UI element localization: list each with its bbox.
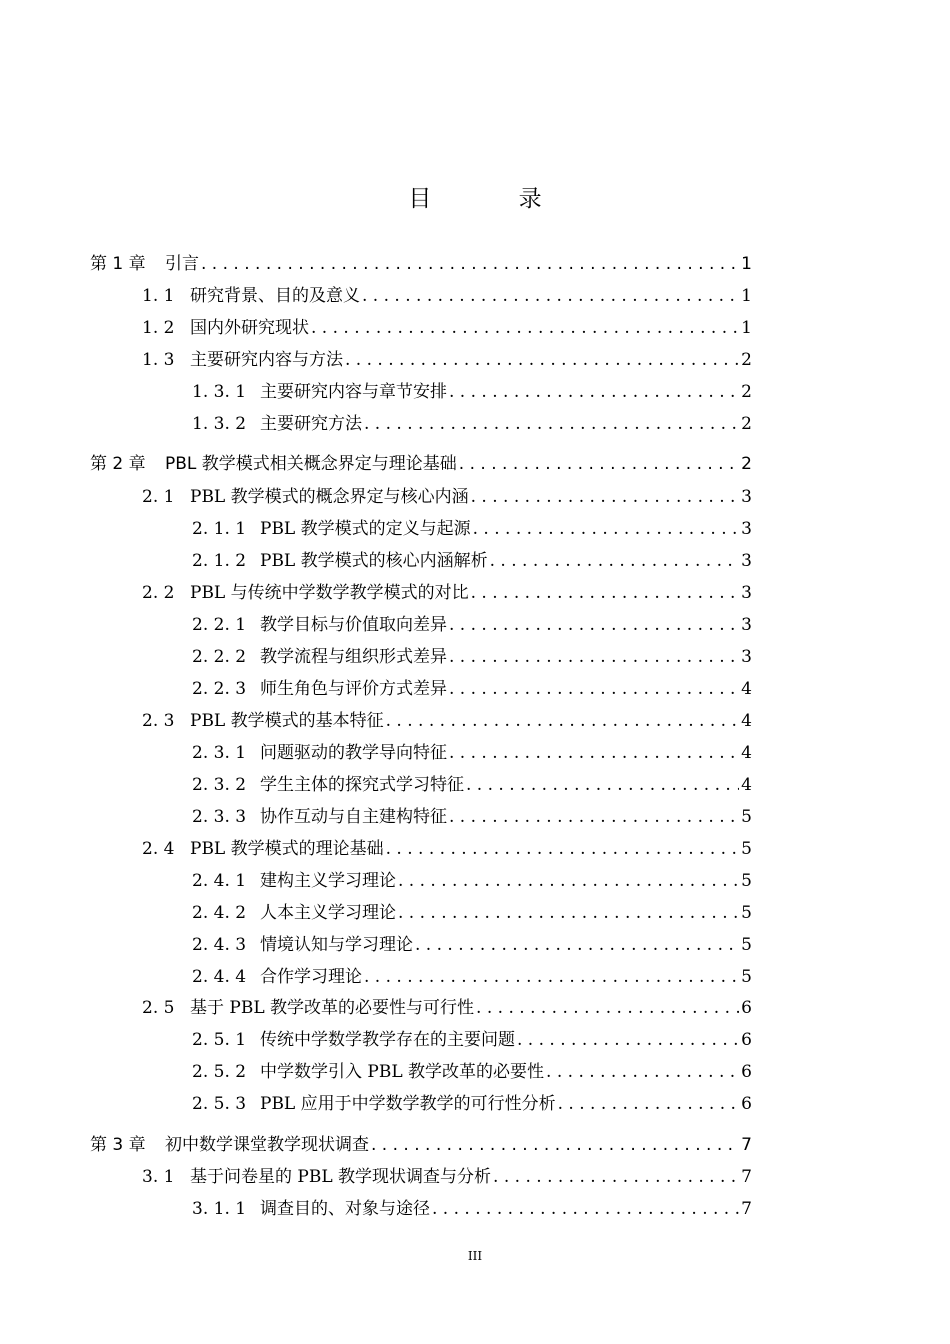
dot-leader bbox=[476, 998, 739, 1018]
toc-entry-title: 中学数学引入 PBL 教学改革的必要性 bbox=[260, 1062, 545, 1082]
toc-entry-number: 2. 3. 1 bbox=[192, 743, 247, 763]
toc-entry[interactable] bbox=[0, 578, 950, 602]
dot-leader bbox=[201, 254, 739, 274]
dot-leader bbox=[449, 743, 739, 763]
dot-leader bbox=[398, 871, 739, 891]
toc-entry-title: 教学流程与组织形式差异 bbox=[260, 647, 447, 667]
toc-entry[interactable] bbox=[0, 313, 950, 337]
toc-entry-title: 基于 PBL 教学改革的必要性与可行性 bbox=[190, 998, 475, 1018]
dot-leader bbox=[493, 1167, 739, 1187]
toc-entry-page: 5 bbox=[741, 807, 752, 827]
toc-entry-number: 2. 1 bbox=[142, 487, 175, 507]
toc-entry-page: 1 bbox=[741, 254, 752, 274]
toc-entry-number: 2. 4. 3 bbox=[192, 935, 247, 955]
toc-entry-page: 3 bbox=[741, 519, 752, 539]
toc-entry-title: PBL 与传统中学数学教学模式的对比 bbox=[190, 583, 469, 603]
toc-entry[interactable] bbox=[0, 642, 950, 666]
toc-entry[interactable] bbox=[0, 345, 950, 369]
toc-entry-number: 3. 1. 1 bbox=[192, 1199, 247, 1219]
toc-entry-page: 6 bbox=[741, 1062, 752, 1082]
dot-leader bbox=[449, 807, 739, 827]
toc-entry-title: 研究背景、目的及意义 bbox=[190, 286, 360, 306]
toc-entry[interactable] bbox=[0, 1162, 950, 1186]
toc-entry-page: 3 bbox=[741, 615, 752, 635]
dot-leader bbox=[449, 382, 739, 402]
toc-entry-page: 3 bbox=[741, 551, 752, 571]
toc-entry-title: PBL 教学模式相关概念界定与理论基础 bbox=[165, 454, 457, 474]
toc-entry[interactable] bbox=[0, 281, 950, 305]
toc-entry-page: 5 bbox=[741, 903, 752, 923]
toc-entry-title: 主要研究内容与章节安排 bbox=[260, 382, 447, 402]
toc-entry-title: 主要研究方法 bbox=[260, 414, 362, 434]
dot-leader bbox=[362, 286, 739, 306]
toc-entry-number: 2. 2. 3 bbox=[192, 679, 247, 699]
toc-entry-title: 传统中学数学教学存在的主要问题 bbox=[260, 1030, 515, 1050]
toc-entry-page: 4 bbox=[741, 711, 752, 731]
toc-entry[interactable] bbox=[0, 409, 950, 433]
toc-entry[interactable] bbox=[0, 866, 950, 890]
dot-leader bbox=[473, 519, 740, 539]
toc-entry-page: 7 bbox=[741, 1135, 752, 1155]
toc-entry-number: 第 3 章 bbox=[90, 1135, 146, 1155]
toc-entry-title: 师生角色与评价方式差异 bbox=[260, 679, 447, 699]
toc-entry-page: 2 bbox=[741, 454, 752, 474]
toc-entry-page: 5 bbox=[741, 871, 752, 891]
toc-entry-title: PBL 应用于中学数学教学的可行性分析 bbox=[260, 1094, 556, 1114]
toc-entry-number: 2. 1. 2 bbox=[192, 551, 247, 571]
toc-entry[interactable] bbox=[0, 993, 950, 1017]
toc-entry-number: 1. 1 bbox=[142, 286, 175, 306]
toc-entry-title: PBL 教学模式的定义与起源 bbox=[260, 519, 471, 539]
toc-entry-number: 1. 3. 2 bbox=[192, 414, 247, 434]
toc-entry[interactable] bbox=[0, 770, 950, 794]
toc-entry-title: 建构主义学习理论 bbox=[260, 871, 396, 891]
dot-leader bbox=[449, 679, 739, 699]
dot-leader bbox=[471, 487, 740, 507]
toc-entry-number: 2. 5. 3 bbox=[192, 1094, 247, 1114]
dot-leader bbox=[471, 583, 740, 603]
toc-entry[interactable] bbox=[0, 802, 950, 826]
toc-entry-number: 第 1 章 bbox=[90, 254, 146, 274]
toc-entry-page: 4 bbox=[741, 743, 752, 763]
toc-entry-title: 国内外研究现状 bbox=[190, 318, 309, 338]
toc-entry-page: 2 bbox=[741, 382, 752, 402]
toc-entry-number: 2. 3. 3 bbox=[192, 807, 247, 827]
dot-leader bbox=[449, 615, 739, 635]
dot-leader bbox=[311, 318, 739, 338]
dot-leader bbox=[466, 775, 739, 795]
toc-entry-number: 2. 3 bbox=[142, 711, 175, 731]
toc-entry-page: 7 bbox=[741, 1199, 752, 1219]
toc-entry-number: 2. 4. 1 bbox=[192, 871, 247, 891]
toc-entry-title: 合作学习理论 bbox=[260, 967, 362, 987]
toc-entry-page: 4 bbox=[741, 775, 752, 795]
toc-entry[interactable] bbox=[0, 706, 950, 730]
toc-entry-page: 5 bbox=[741, 839, 752, 859]
toc-entry-title: 初中数学课堂教学现状调查 bbox=[165, 1135, 369, 1155]
toc-entry[interactable] bbox=[0, 898, 950, 922]
toc-entry-title: 问题驱动的教学导向特征 bbox=[260, 743, 447, 763]
toc-entry[interactable] bbox=[0, 930, 950, 954]
toc-entry-page: 3 bbox=[741, 583, 752, 603]
toc-entry-title: PBL 教学模式的理论基础 bbox=[190, 839, 384, 859]
toc-entry-number: 3. 1 bbox=[142, 1167, 175, 1187]
toc-entry-title: 协作互动与自主建构特征 bbox=[260, 807, 447, 827]
toc-entry[interactable] bbox=[0, 610, 950, 634]
dot-leader bbox=[415, 935, 739, 955]
toc-entry-page: 2 bbox=[741, 414, 752, 434]
toc-entry-title: PBL 教学模式的核心内涵解析 bbox=[260, 551, 488, 571]
dot-leader bbox=[558, 1094, 740, 1114]
toc-entry-title: 引言 bbox=[165, 254, 199, 274]
toc-entry-number: 2. 1. 1 bbox=[192, 519, 247, 539]
toc-entry-number: 2. 2. 2 bbox=[192, 647, 247, 667]
dot-leader bbox=[371, 1135, 739, 1155]
page-number: III bbox=[467, 1249, 483, 1263]
dot-leader bbox=[459, 454, 739, 474]
toc-title: 目 录 bbox=[408, 186, 582, 212]
toc-entry-title: 调查目的、对象与途径 bbox=[260, 1199, 430, 1219]
toc-entry-title: 人本主义学习理论 bbox=[260, 903, 396, 923]
toc-entry-page: 6 bbox=[741, 998, 752, 1018]
toc-entry[interactable] bbox=[0, 514, 950, 538]
toc-entry-title: 学生主体的探究式学习特征 bbox=[260, 775, 464, 795]
toc-entry-page: 4 bbox=[741, 679, 752, 699]
toc-entry-page: 5 bbox=[741, 935, 752, 955]
toc-entry[interactable] bbox=[0, 738, 950, 762]
toc-entry-title: 情境认知与学习理论 bbox=[260, 935, 413, 955]
toc-entry-number: 2. 2. 1 bbox=[192, 615, 247, 635]
toc-entry-page: 7 bbox=[741, 1167, 752, 1187]
toc-entry-title: PBL 教学模式的基本特征 bbox=[190, 711, 384, 731]
toc-entry[interactable] bbox=[0, 674, 950, 698]
dot-leader bbox=[386, 711, 740, 731]
dot-leader bbox=[449, 647, 739, 667]
toc-entry-number: 2. 5 bbox=[142, 998, 175, 1018]
toc-entry-number: 1. 2 bbox=[142, 318, 175, 338]
toc-entry-number: 2. 5. 2 bbox=[192, 1062, 247, 1082]
toc-entry-number: 2. 4. 2 bbox=[192, 903, 247, 923]
dot-leader bbox=[364, 967, 739, 987]
dot-leader bbox=[386, 839, 740, 859]
toc-entry-page: 6 bbox=[741, 1094, 752, 1114]
toc-entry[interactable] bbox=[0, 1025, 950, 1049]
toc-entry[interactable] bbox=[0, 1089, 950, 1113]
dot-leader bbox=[364, 414, 739, 434]
toc-entry[interactable] bbox=[0, 449, 950, 473]
toc-entry-number: 第 2 章 bbox=[90, 454, 146, 474]
toc-entry-page: 2 bbox=[741, 350, 752, 370]
toc-entry[interactable] bbox=[0, 546, 950, 570]
toc-entry-page: 3 bbox=[741, 647, 752, 667]
toc-entry-page: 5 bbox=[741, 967, 752, 987]
dot-leader bbox=[546, 1062, 739, 1082]
toc-entry-title: 主要研究内容与方法 bbox=[190, 350, 343, 370]
toc-entry-number: 2. 4. 4 bbox=[192, 967, 247, 987]
dot-leader bbox=[490, 551, 740, 571]
toc-entry-number: 1. 3 bbox=[142, 350, 175, 370]
toc-entry-title: 基于问卷星的 PBL 教学现状调查与分析 bbox=[190, 1167, 492, 1187]
toc-entry[interactable] bbox=[0, 482, 950, 506]
toc-entry[interactable] bbox=[0, 1194, 950, 1218]
toc-entry[interactable] bbox=[0, 962, 950, 986]
toc-entry-title: 教学目标与价值取向差异 bbox=[260, 615, 447, 635]
toc-entry-title: PBL 教学模式的概念界定与核心内涵 bbox=[190, 487, 469, 507]
toc-entry-page: 3 bbox=[741, 487, 752, 507]
toc-entry-number: 1. 3. 1 bbox=[192, 382, 247, 402]
toc-entry[interactable] bbox=[0, 249, 950, 273]
dot-leader bbox=[517, 1030, 739, 1050]
toc-entry-number: 2. 4 bbox=[142, 839, 175, 859]
dot-leader bbox=[398, 903, 739, 923]
toc-entry[interactable] bbox=[0, 1130, 950, 1154]
toc-entry[interactable] bbox=[0, 377, 950, 401]
toc-entry[interactable] bbox=[0, 834, 950, 858]
toc-entry-number: 2. 2 bbox=[142, 583, 175, 603]
toc-entry-page: 1 bbox=[741, 318, 752, 338]
dot-leader bbox=[432, 1199, 739, 1219]
toc-entry-number: 2. 5. 1 bbox=[192, 1030, 247, 1050]
toc-entry-number: 2. 3. 2 bbox=[192, 775, 247, 795]
toc-entry-page: 1 bbox=[741, 286, 752, 306]
toc-entry-page: 6 bbox=[741, 1030, 752, 1050]
dot-leader bbox=[345, 350, 739, 370]
toc-entry[interactable] bbox=[0, 1057, 950, 1081]
